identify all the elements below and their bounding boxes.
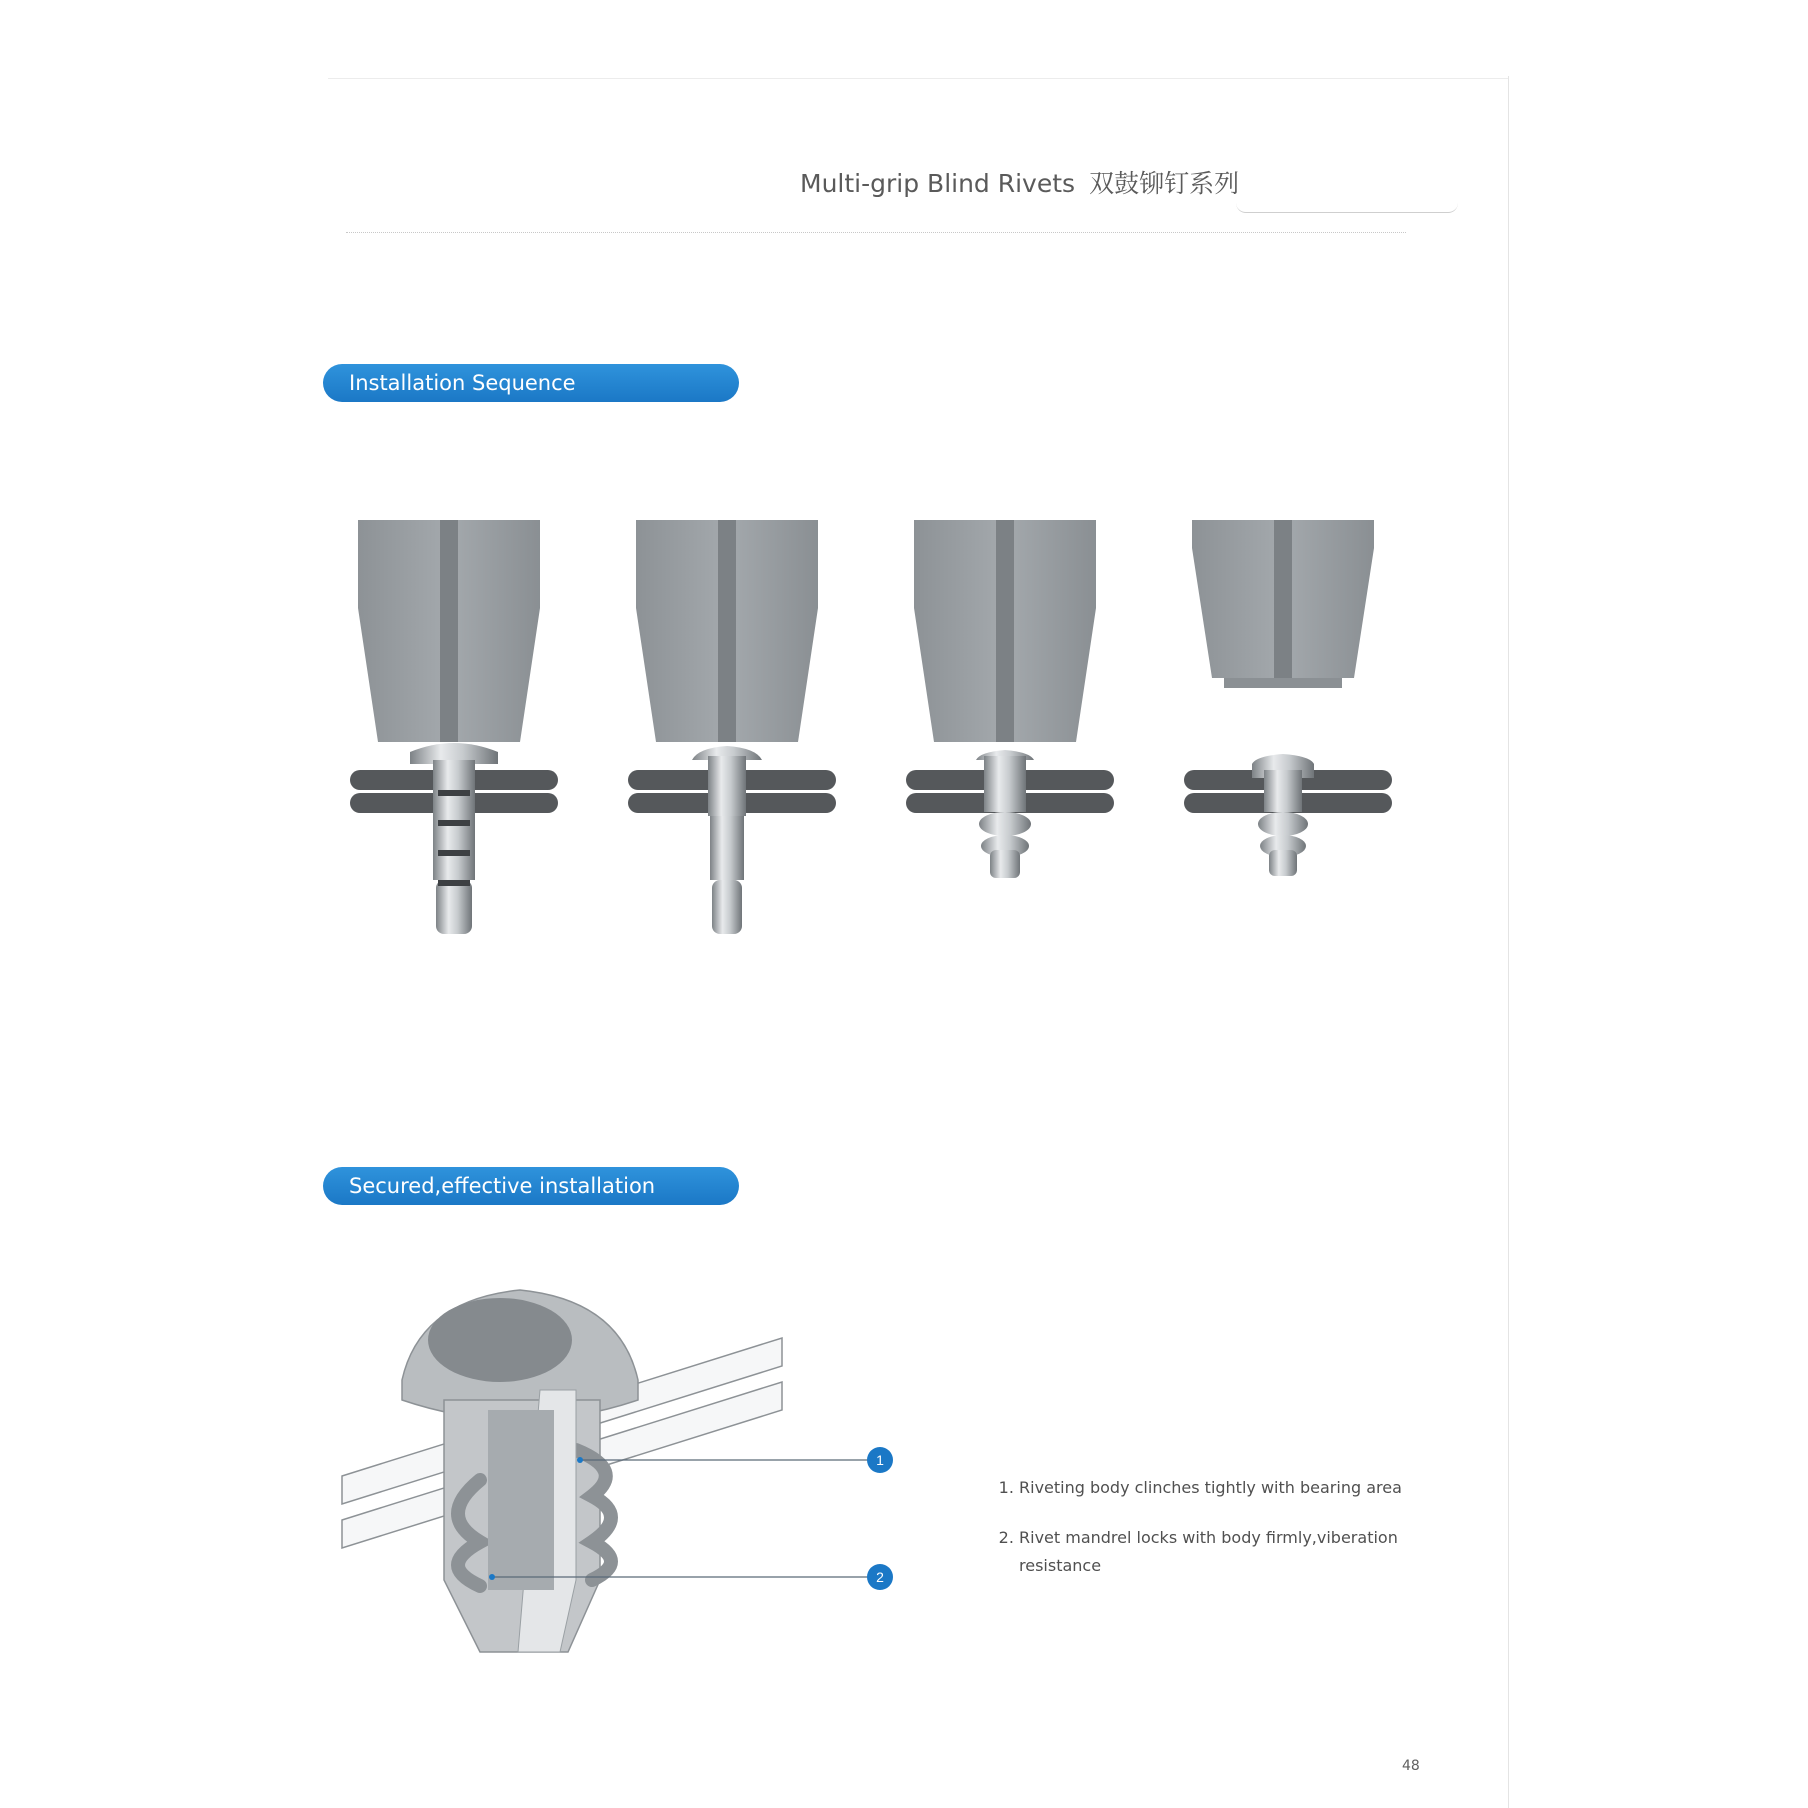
step-3-figure — [906, 520, 1114, 878]
page-title-en: Multi-grip Blind Rivets — [800, 169, 1076, 198]
section-heading-secured: Secured,effective installation — [323, 1167, 739, 1205]
feature-item-2: 2. Rivet mandrel locks with body firmly,viberation resistance — [1019, 1524, 1413, 1580]
header-tab-decoration — [1236, 190, 1458, 213]
rivet-cutaway-illustration — [330, 1280, 910, 1680]
page-title-zh: 双鼓铆钉系列 — [1089, 169, 1240, 198]
section-heading-installation: Installation Sequence — [323, 364, 739, 402]
page-number: 48 — [1402, 1758, 1420, 1774]
page-title — [800, 164, 1239, 200]
header-divider — [346, 232, 1406, 233]
callout-1 — [867, 1447, 893, 1473]
feature-item-1: 1. Riveting body clinches tightly with bearing area — [1019, 1474, 1413, 1502]
feature-list — [993, 1474, 1413, 1602]
svg-text:2: 2 — [876, 1569, 884, 1585]
step-1-figure — [350, 520, 558, 934]
svg-text:1: 1 — [876, 1452, 884, 1468]
page-edge — [1508, 76, 1509, 1808]
installation-sequence-illustration — [340, 520, 1400, 940]
top-rule — [328, 78, 1508, 79]
step-4-figure — [1184, 520, 1392, 876]
step-2-figure — [628, 520, 836, 934]
callout-2 — [867, 1564, 893, 1590]
